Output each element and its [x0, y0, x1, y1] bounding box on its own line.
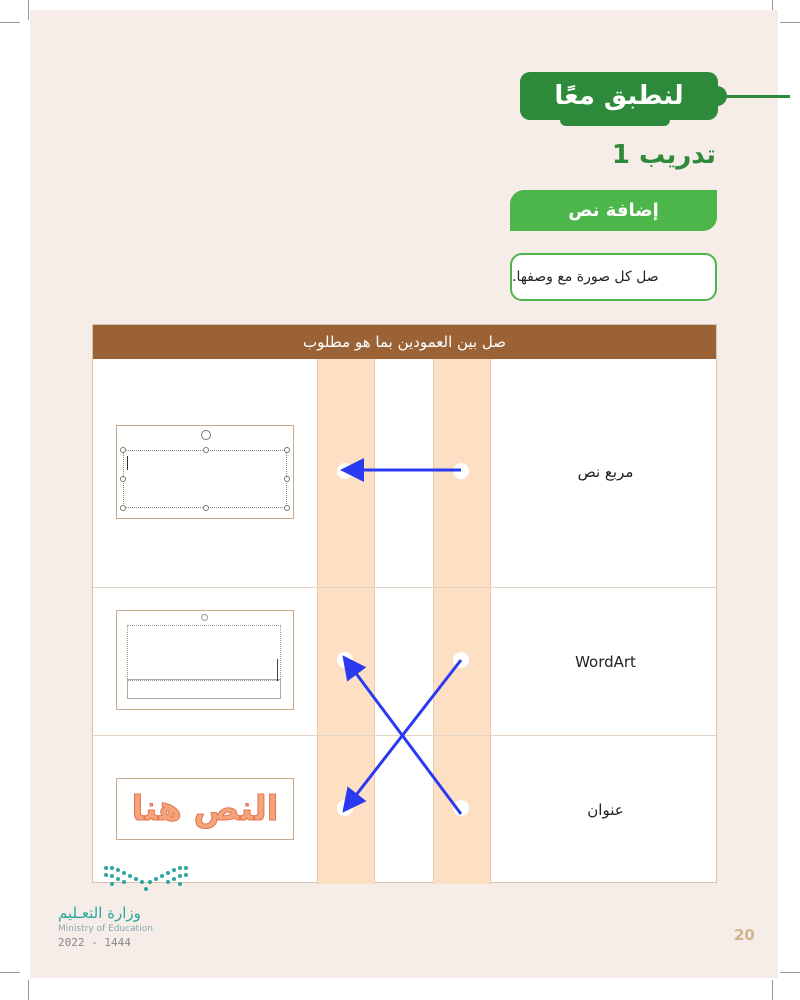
crop-mark [780, 22, 800, 23]
text-cursor-icon [127, 456, 128, 470]
text-box-illustration [116, 425, 294, 519]
crop-mark [0, 972, 20, 973]
term-text-box: مربع نص [577, 463, 634, 481]
resize-handle-icon [120, 447, 126, 453]
table-header: صل بين العمودين بما هو مطلوب [93, 325, 716, 359]
right-dot-3[interactable] [453, 800, 469, 816]
resize-handle-icon [120, 476, 126, 482]
ministry-name-arabic: وزارة التعـليم [58, 904, 141, 922]
lets-practice-badge: لنطبق معًا [520, 72, 718, 120]
term-wordart: WordArt [575, 653, 636, 671]
crop-mark [780, 972, 800, 973]
ministry-logo-mark-icon [100, 862, 192, 894]
resize-handle-icon [120, 505, 126, 511]
resize-handle-icon [203, 447, 209, 453]
resize-handle-icon [284, 447, 290, 453]
title-sample-text: النص هنا [131, 789, 279, 829]
rotate-handle-icon [201, 430, 211, 440]
left-dot-3[interactable] [337, 800, 353, 816]
right-dot-1[interactable] [453, 463, 469, 479]
exercise-title: تدريب 1 [611, 140, 716, 170]
text-box-frame [123, 450, 287, 508]
ministry-logo [58, 862, 208, 952]
left-dot-1[interactable] [337, 463, 353, 479]
ministry-year: 2022 - 1444 [58, 936, 131, 949]
crop-mark [28, 980, 29, 1000]
wordart-illustration [116, 610, 294, 710]
left-dot-2[interactable] [337, 652, 353, 668]
resize-handle-icon [203, 505, 209, 511]
crop-mark [0, 22, 20, 23]
title-text-illustration [116, 778, 294, 840]
instruction-text: صل كل صورة مع وصفها. [512, 269, 659, 285]
instruction-box [510, 253, 717, 301]
row-divider [93, 587, 716, 588]
row-divider [93, 735, 716, 736]
page-number: 20 [734, 926, 755, 944]
text-cursor-icon [277, 659, 278, 681]
resize-handle-icon [284, 505, 290, 511]
crop-mark [772, 980, 773, 1000]
ministry-name-english: Ministry of Education [58, 924, 153, 934]
crop-mark [28, 0, 29, 20]
wordart-frame [127, 625, 281, 681]
right-dot-2[interactable] [453, 652, 469, 668]
rotate-handle-icon [201, 614, 208, 621]
section-tab: إضافة نص [510, 190, 717, 231]
term-title: عنوان [587, 801, 624, 819]
wordart-base-box [127, 679, 281, 699]
resize-handle-icon [284, 476, 290, 482]
